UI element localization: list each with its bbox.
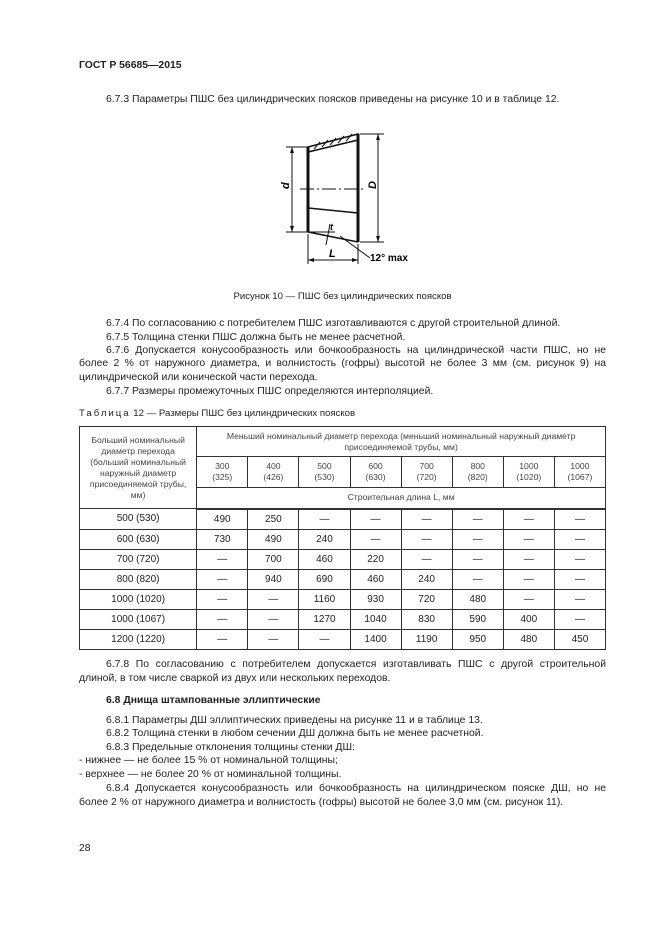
table-row <box>80 529 606 549</box>
table-cell: — <box>299 509 350 530</box>
column-header-line: (426) <box>263 472 284 482</box>
table-cell: 240 <box>299 529 350 549</box>
table-cell: 590 <box>452 609 503 629</box>
section-heading-6-8: 6.8 Днища штампованные эллиптические <box>106 695 321 706</box>
table-cell: 490 <box>248 529 299 549</box>
paragraph: более 2 % от наружного диаметра и волнистость (гофры) высотой не более 3,0 мм (см. рисунок 11). <box>79 797 564 808</box>
table-cell: — <box>503 589 554 609</box>
table-cell: — <box>197 549 248 569</box>
row-header: 1200 (1220) <box>80 629 197 649</box>
table-cell: 1400 <box>350 629 401 649</box>
table-cell: — <box>554 589 605 609</box>
table-cell: 450 <box>554 629 605 649</box>
row-header: 700 (720) <box>80 549 197 569</box>
table-cell: 1040 <box>350 609 401 629</box>
table-row <box>80 609 606 629</box>
table-row <box>80 549 606 569</box>
column-header <box>299 457 350 488</box>
paragraph: 6.7.4 По согласованию с потребителем ПШС изготавливаются с другой строительной длиной. <box>106 318 561 329</box>
header-larger-diameter: Больший номинальный диаметр перехода (больший номинальный наружный диаметр присоединяемой трубы, мм) <box>80 427 197 509</box>
table-cell: 830 <box>401 609 452 629</box>
table-cell: 730 <box>197 529 248 549</box>
document-header: ГОСТ Р 56685—2015 <box>79 60 182 71</box>
table-cell: 940 <box>248 569 299 589</box>
page-number: 28 <box>79 843 91 854</box>
paragraph: более 2 % от наружного диаметра, и волнистость (гофры) высотой не более 3 мм (см. рисунок 9) на <box>79 358 606 369</box>
table-cell: — <box>401 549 452 569</box>
table-row <box>80 569 606 589</box>
table-cell: 480 <box>452 589 503 609</box>
table-cell: — <box>197 569 248 589</box>
column-header-line: 500 <box>317 461 332 471</box>
label-angle: 12° max <box>370 253 408 264</box>
column-header-line: 400 <box>266 461 281 471</box>
column-header-line: 600 <box>368 461 383 471</box>
row-header: 1000 (1067) <box>80 609 197 629</box>
column-header-line: 1000 <box>570 461 590 471</box>
column-header-line: (1067) <box>567 472 593 482</box>
paragraph: 6.8.1 Параметры ДШ эллиптических приведены на рисунке 11 и в таблице 13. <box>106 715 483 726</box>
table-cell: — <box>248 629 299 649</box>
table-cell: — <box>554 549 605 569</box>
table-caption-text: 12 — Размеры ПШС без цилиндрических поясков <box>130 408 356 419</box>
header-smaller-diameter: Меньший номинальный диаметр перехода (меньший номинальный наружный диаметр присоединяемой трубы, мм) <box>197 427 606 457</box>
column-header <box>554 457 605 488</box>
table-cell: — <box>197 609 248 629</box>
table-cell: 490 <box>197 509 248 530</box>
table-cell: 1190 <box>401 629 452 649</box>
table-cell: — <box>452 529 503 549</box>
table-cell: 460 <box>350 569 401 589</box>
table-cell: — <box>452 549 503 569</box>
list-item: - нижнее — не более 15 % от номинальной толщины; <box>79 755 338 766</box>
column-header-line: 800 <box>470 461 485 471</box>
table-cell: 720 <box>401 589 452 609</box>
table-cell: — <box>554 569 605 589</box>
column-header-line: (820) <box>467 472 488 482</box>
column-header <box>350 457 401 488</box>
table-cell: 240 <box>401 569 452 589</box>
paragraph: 6.8.4 Допускается конусообразность или бочкообразность на цилиндрическом пояске ДШ, но не <box>106 783 606 794</box>
table-12 <box>79 426 606 650</box>
column-header-line: (530) <box>314 472 335 482</box>
paragraph: 6.7.6 Допускается конусообразность или бочкообразность на цилиндрической части ПШС, но не <box>106 345 606 356</box>
table-row <box>80 629 606 649</box>
row-header: 500 (530) <box>80 509 197 530</box>
column-header <box>503 457 554 488</box>
table-cell: — <box>350 529 401 549</box>
table-cell: 1270 <box>299 609 350 629</box>
table-row <box>80 509 606 530</box>
paragraph: 6.7.7 Размеры промежуточных ПШС определяются интерполяцией. <box>106 386 434 397</box>
paragraph: длиной, в том числе сваркой из двух или нескольких переходов. <box>79 673 391 684</box>
table-cell: 950 <box>452 629 503 649</box>
table-caption-prefix: Таблица <box>79 408 131 419</box>
table-cell: — <box>503 549 554 569</box>
column-header-line: (720) <box>416 472 437 482</box>
table-cell: — <box>452 569 503 589</box>
table-cell: 400 <box>503 609 554 629</box>
table-cell: — <box>503 569 554 589</box>
label-d: d <box>280 182 292 189</box>
table-cell: 220 <box>350 549 401 569</box>
table-cell: — <box>503 509 554 530</box>
table-cell: — <box>299 629 350 649</box>
table-cell: — <box>554 529 605 549</box>
table-cell: — <box>350 509 401 530</box>
table-cell: — <box>248 589 299 609</box>
figure-10-drawing <box>270 120 420 270</box>
column-header-line: 300 <box>215 461 230 471</box>
paragraph: 6.7.8 По согласованию с потребителем допускается изготавливать ПШС с другой строительной <box>106 659 606 670</box>
table-cell: 460 <box>299 549 350 569</box>
table-cell: — <box>503 529 554 549</box>
label-L: L <box>329 248 336 260</box>
column-header-line: (1020) <box>516 472 542 482</box>
row-header: 800 (820) <box>80 569 197 589</box>
column-header <box>248 457 299 488</box>
table-cell: 480 <box>503 629 554 649</box>
column-header <box>401 457 452 488</box>
table-cell: — <box>452 509 503 530</box>
table-cell: 690 <box>299 569 350 589</box>
column-header-line: (630) <box>365 472 386 482</box>
column-header-line: (325) <box>212 472 233 482</box>
table-cell: — <box>554 509 605 530</box>
row-header: 600 (630) <box>80 529 197 549</box>
column-header-line: 700 <box>419 461 434 471</box>
column-header <box>452 457 503 488</box>
table-cell: 700 <box>248 549 299 569</box>
figure-caption: Рисунок 10 — ПШС без цилиндрических поясков <box>233 291 452 302</box>
table-cell: — <box>401 529 452 549</box>
table-row <box>80 589 606 609</box>
paragraph: 6.7.5 Толщина стенки ПШС должна быть не менее расчетной. <box>106 332 406 343</box>
column-header-line: 1000 <box>519 461 539 471</box>
table-cell: 1160 <box>299 589 350 609</box>
table-cell: 930 <box>350 589 401 609</box>
table-cell: — <box>248 609 299 629</box>
paragraph: цилиндрической или конической части перехода. <box>79 372 318 383</box>
table-cell: — <box>197 589 248 609</box>
paragraph-6-7-3: 6.7.3 Параметры ПШС без цилиндрических поясков приведены на рисунке 10 и в таблице 12. <box>106 94 560 105</box>
list-item: - верхнее — не более 20 % от номинальной толщины. <box>79 769 342 780</box>
table-caption <box>79 407 606 421</box>
table-cell: — <box>554 609 605 629</box>
paragraph: 6.8.2 Толщина стенки в любом сечении ДШ должна быть не менее расчетной. <box>106 728 484 739</box>
paragraph: 6.8.3 Предельные отклонения толщины стенки ДШ: <box>106 742 355 753</box>
column-header <box>197 457 248 488</box>
row-header: 1000 (1020) <box>80 589 197 609</box>
label-t: t <box>330 222 333 232</box>
label-D: D <box>367 181 379 189</box>
table-cell: — <box>197 629 248 649</box>
header-length: Строительная длина L, мм <box>197 488 606 509</box>
table-cell: — <box>401 509 452 530</box>
table-cell: 250 <box>248 509 299 530</box>
